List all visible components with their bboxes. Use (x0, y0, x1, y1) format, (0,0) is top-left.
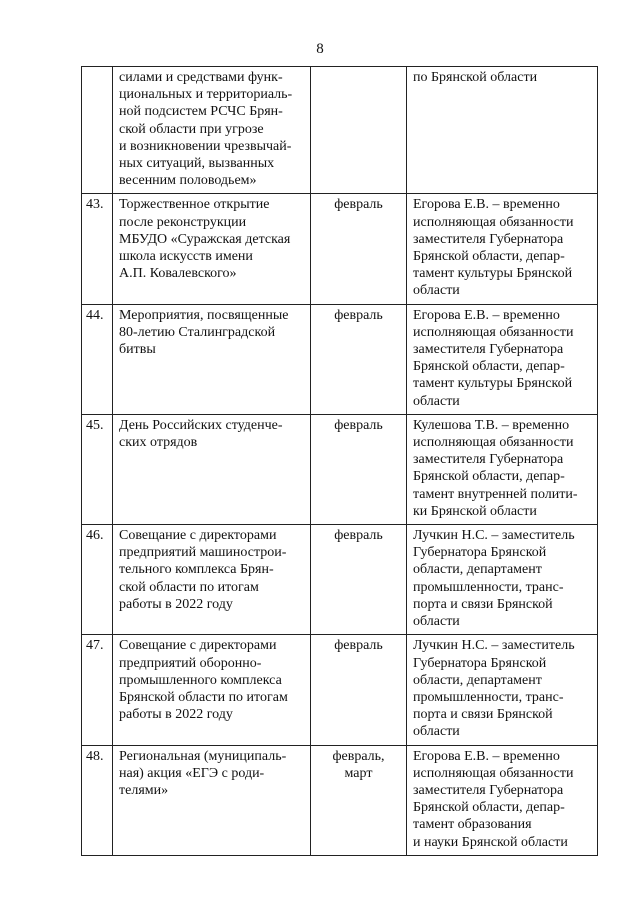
event-responsible: Кулешова Т.В. – временно исполняющая обязанности заместителя Губернатора Брянской области, депар- тамент внутренней полити- ки Брянской области (407, 414, 598, 524)
table-row (82, 67, 598, 194)
event-term: февраль (311, 635, 407, 745)
event-name: Мероприятия, посвященные 80-летию Сталинградской битвы (113, 304, 311, 414)
table-row (82, 525, 598, 635)
event-responsible: Егорова Е.В. – временно исполняющая обязанности заместителя Губернатора Брянской области, депар- тамент культуры Брянской области (407, 304, 598, 414)
row-number: 48. (82, 745, 113, 855)
table-row (82, 635, 598, 745)
table-row (82, 745, 598, 855)
event-term: февраль (311, 525, 407, 635)
event-responsible: по Брянской области (407, 67, 598, 194)
events-plan-table (81, 66, 598, 856)
row-number: 47. (82, 635, 113, 745)
row-number: 45. (82, 414, 113, 524)
event-name: Совещание с директорами предприятий оборонно- промышленного комплекса Брянской области по итогам работы в 2022 году (113, 635, 311, 745)
row-number (82, 67, 113, 194)
event-name: Совещание с директорами предприятий машинострои- тельного комплекса Брян- ской области по итогам работы в 2022 году (113, 525, 311, 635)
event-responsible: Егорова Е.В. – временно исполняющая обязанности заместителя Губернатора Брянской области, депар- тамент образования и науки Брянской области (407, 745, 598, 855)
event-term: февраль, март (311, 745, 407, 855)
event-name: Региональная (муниципаль- ная) акция «ЕГЭ с роди- телями» (113, 745, 311, 855)
event-name: День Российских студенче- ских отрядов (113, 414, 311, 524)
event-name: Торжественное открытие после реконструкции МБУДО «Суражская детская школа искусств имени А.П. Ковалевского» (113, 194, 311, 304)
row-number: 43. (82, 194, 113, 304)
event-term: февраль (311, 414, 407, 524)
event-term: февраль (311, 304, 407, 414)
event-responsible: Лучкин Н.С. – заместитель Губернатора Брянской области, департамент промышленности, транс- порта и связи Брянской области (407, 525, 598, 635)
page-number: 8 (316, 41, 324, 57)
table-row (82, 414, 598, 524)
events-plan-body (82, 67, 598, 856)
event-term (311, 67, 407, 194)
event-name: силами и средствами функ- циональных и территориаль- ной подсистем РСЧС Брян- ской области при угрозе и возникновении чрезвычай- ных ситуаций, вызванных весенним половодьем» (113, 67, 311, 194)
event-term: февраль (311, 194, 407, 304)
row-number: 46. (82, 525, 113, 635)
row-number: 44. (82, 304, 113, 414)
event-responsible: Егорова Е.В. – временно исполняющая обязанности заместителя Губернатора Брянской области, депар- тамент культуры Брянской области (407, 194, 598, 304)
table-row (82, 304, 598, 414)
table-row (82, 194, 598, 304)
event-responsible: Лучкин Н.С. – заместитель Губернатора Брянской области, департамент промышленности, транс- порта и связи Брянской области (407, 635, 598, 745)
